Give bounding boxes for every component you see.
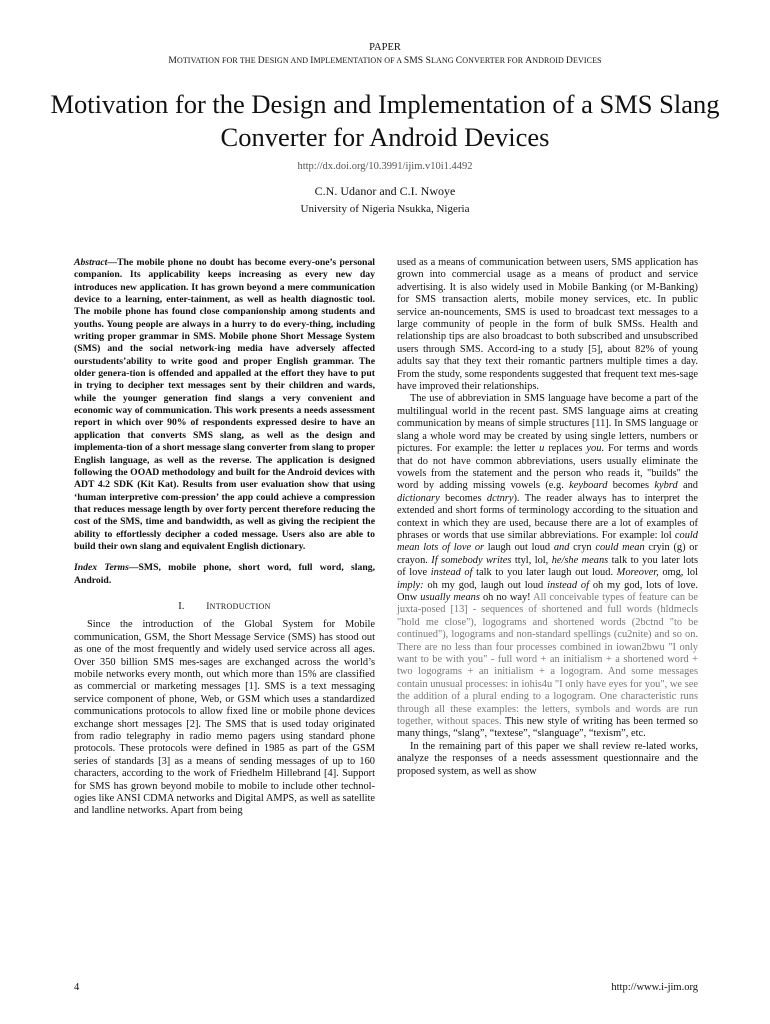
abstract-text: —The mobile phone no doubt has become every-one’s personal companion. Its applicability keeps increasing as every new day introduces new application. It has grown beyond a mere communication device to a learning, enter-tainment, as well as health diagnostic tool. The mobile phone has found close companionship among students and youths. Young people are always in a hurry to do every-thing, including writing proper grammar in SMS. Mobile phone Short Message System (SMS) and the social network-ing media have adversely affected ourstudents’ability to write good and proper English grammar. The older genera-tion is offended and appalled at the effort they have to put in trying to decipher text messages sent by their children and wards, while the younger generation find slangs a very convenient and economic way of communication. This work presents a needs assessment report in which over 90% of respondents expressed desire to have an application that converts SMS slang, as well as the design and implementa-tion of a short message slang converter from slang to proper English language, as well as the reverse. The application is designed following the OOAD methodology and built for the Android devices with ADT 4.2 SDK (Kit Kat). Results from user evaluation show that using ‘human interpretive com-pression’ the app could achieve a compression that reduces message length by over forty percent therefore reducing the cost of the SMS, time and bandwidth, as well as giving the recipient the ability to effortlessly decipher a coded message. Users also are able to build their own slang and equivalent English dictionary. bbox=[74, 257, 375, 552]
footer-url[interactable]: http://www.i-jim.org bbox=[611, 982, 698, 993]
header-running-title: MOTIVATION FOR THE DESIGN AND IMPLEMENTATION OF A SMS SLANG CONVERTER FOR ANDROID DEVICES bbox=[168, 56, 602, 66]
doi-link[interactable]: http://dx.doi.org/10.3991/ijim.v10i1.4492 bbox=[297, 161, 473, 172]
authors: C.N. Udanor and C.I. Nwoye bbox=[314, 184, 456, 198]
section-number: I. bbox=[178, 600, 185, 612]
index-terms bbox=[74, 562, 375, 587]
right-column bbox=[397, 257, 698, 778]
section-heading-introduction bbox=[74, 600, 375, 613]
section-title: INTRODUCTION bbox=[206, 600, 271, 611]
intro-paragraph-1: Since the introduction of the Global System for Mobile communication, GSM, the Short Message Service (SMS) has stood out as one of the most frequently and widely used service across all ages. Over 350 billion SMS mes-sages are exchanged across the world’s mobile networks every month, out which more than 15% are classified as commercial or marketing messages [1]. SMS is a text messaging service component of phone, Web, or GSM which uses a standardized communications protocols to allow fixed line or mobile phone devices exchange short messages [2]. The SMS that is used today originated from radio telegraphy in radio memo pagers using standard phone protocols. These protocols were defined in 1985 as part of the GSM series of standards [3] as a means of sending messages of up to 160 characters, according to the work of Friedhelm Hillebrand [4]. Support for SMS has grown beyond mobile to mobile to include other technol-ogies like ANSI CDMA networks and Digital AMPS, as well as satellite and landline networks. Apart from being bbox=[74, 619, 375, 817]
header-label: PAPER bbox=[369, 42, 401, 53]
right-paragraph-3: In the remaining part of this paper we shall review re-lated works, analyze the responses of a needs assessment questionnaire and the proposed system, as well as show bbox=[397, 740, 698, 777]
index-terms-text: —SMS, mobile phone, short word, full word, slang, Android. bbox=[74, 562, 375, 586]
running-header bbox=[0, 41, 770, 68]
abstract bbox=[74, 257, 375, 553]
paper-title: Motivation for the Design and Implementation of a SMS Slang Converter for Android Devices bbox=[50, 89, 720, 152]
affiliation: University of Nigeria Nsukka, Nigeria bbox=[300, 203, 470, 215]
abstract-label: Abstract bbox=[74, 257, 108, 268]
right-paragraph-2: The use of abbreviation in SMS language have become a part of the multilingual world in the recent past. SMS language aims at creating communication by means of simple structures [11]. In SMS language or slang a whole word may be created by using single letters, numbers or pictures. For example: the letter u replaces you. For terms and words that do not have common abbreviations, users usually eliminate the vowels from the statement and the person who reads it, "builds" the word by adding missing vowels (e.g. keyboard becomes kybrd and dictionary becomes dctnry). The reader always has to interpret the extended and short forms of terminology according to the situation and context in which they are used, because there are a lot of examples of phrases or words that use similar abbreviations. For example: lol could mean lots of love or laugh out loud and cryn could mean cryin (g) or crayon. If somebody writes ttyl, lol, he/she means talk to you later lots of love instead of talk to you later laugh out loud. Moreover, omg, lol imply: oh my god, laugh out loud instead of oh my god, lots of love. Onw usually means oh no way! All conceivable types of feature can be juxta-posed [13] - sequences of shortened and full words (hldmecls "hold me close"), logograms and shortened words (2bctnd "to be continued"), logograms and non-standard spellings (cu2nite) and so on. There are no less than four processes combined in iowan2bwu "I only want to be with you" - full word + an initialism + a shortened word + two logograms + an initialism + a logogram. And some messages contain unusual processes: in iohis4u "I only have eyes for you", we see the addition of a plural ending to a logogram. One characteristic runs through all these examples: the letters, symbols and words are run together, without spaces. This new style of writing has been termed so many things, “slang”, “textese”, “slanguage”, “texism”, etc. bbox=[397, 393, 698, 740]
right-paragraph-1: used as a means of communication between users, SMS application has grown into commercial usage as a means of product and service advertising. It is also widely used in Mobile Banking (or M-Banking) for SMS transaction alerts, mobile money services, etc. In public service an-nouncements, SMS is used to broadcast text messages to a large community of people in the form of bulk SMSs. Health and relationship tips are also broadcast to both subscribed and unsubscribed users through SMS. Accord-ing to a study [5], about 82% of young adults say that they text their romantic partners multiple times a day. From the study, some respondents suggested that frequent text mes-sage have improved their relationships. bbox=[397, 257, 698, 393]
quoted-gray-text: All conceivable types of feature can be juxta-posed [13] - sequences of shortened and full words (hldmecls "hold me close"), logograms and shortened words (2bctnd "to be continued"), logograms and non-standard spellings (cu2nite) and so on. There are no less than four processes combined in iowan2bwu "I only want to be with you" - full word + an initialism + a shortened word + two logograms + an initialism + a logogram. And some messages contain unusual processes: in iohis4u "I only have eyes for you", we see the addition of a plural ending to a logogram. One characteristic runs through all these examples: the letters, symbols and words are run together, without spaces. bbox=[397, 591, 698, 728]
page-number: 4 bbox=[74, 982, 80, 993]
left-column bbox=[74, 257, 375, 818]
index-terms-label: Index Terms bbox=[74, 562, 129, 574]
